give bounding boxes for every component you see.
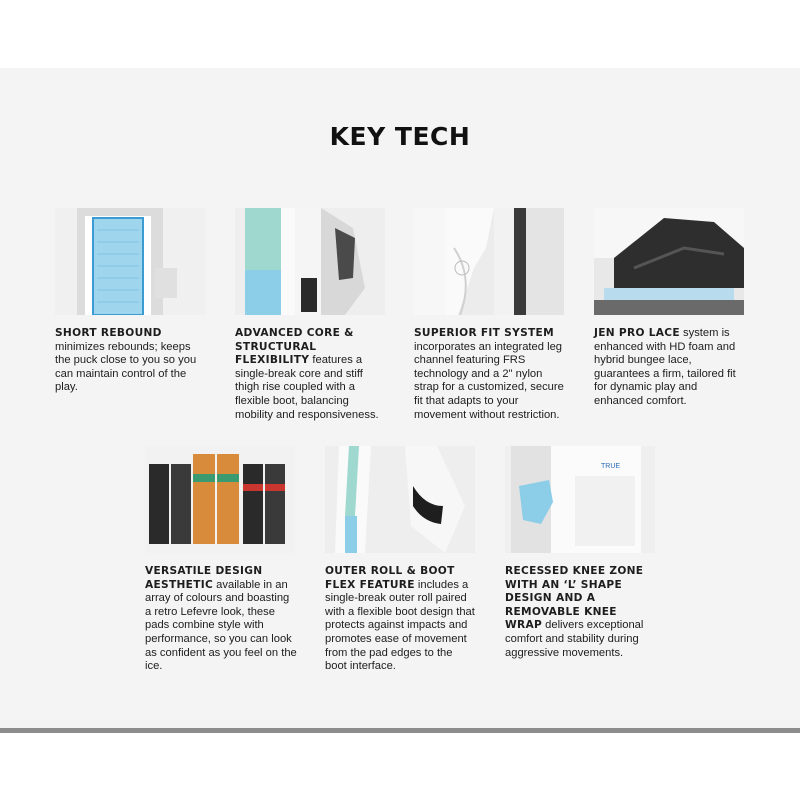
feature-title: JEN PRO LACE bbox=[594, 327, 680, 339]
feature-description: delivers exceptional comfort and stability during aggressive movements. bbox=[505, 619, 644, 659]
section-title: KEY TECH bbox=[329, 122, 471, 151]
feature-description: includes a single-break outer roll paired with a flexible boot design that protects against impacts and promotes ease of movement from the pad edges to the boot interface. bbox=[325, 578, 475, 673]
pad-colorways-icon bbox=[145, 446, 295, 553]
feature-title: VERSATILE DESIGN AESTHETIC bbox=[145, 565, 263, 591]
feature-title: SHORT REBOUND bbox=[55, 327, 162, 339]
feature-description: system is enhanced with HD foam and hybrid bungee lace, guarantees a firm, tailored fit for dynamic play and enhanced comfort. bbox=[594, 327, 736, 407]
skate-lace-icon bbox=[594, 208, 744, 315]
feature-card-outer-roll bbox=[325, 446, 477, 674]
feature-card-jen-pro-lace bbox=[594, 208, 746, 409]
feature-description: minimizes rebounds; keeps the puck close to you so you can maintain control of the play. bbox=[55, 340, 197, 394]
feature-card-superior-fit bbox=[414, 208, 566, 422]
feature-card-advanced-core bbox=[235, 208, 387, 422]
feature-title: SUPERIOR FIT SYSTEM bbox=[414, 327, 554, 339]
feature-title: ADVANCED CORE & STRUCTURAL FLEXIBILITY bbox=[235, 327, 354, 367]
feature-description: available in an array of colours and boasting a retro Lefevre look, these pads combine style with performance, so you can look as confident as you feel on the ice. bbox=[145, 578, 297, 673]
feature-card-versatile-design bbox=[145, 446, 297, 674]
feature-card-short-rebound bbox=[55, 208, 207, 395]
feature-title: OUTER ROLL & BOOT FLEX FEATURE bbox=[325, 565, 455, 591]
feature-card-recessed-knee bbox=[505, 446, 657, 660]
pad-core-icon bbox=[235, 208, 385, 315]
feature-description: features a single-break core and stiff thigh rise coupled with a flexible boot, balancing mobility and responsiveness. bbox=[235, 354, 379, 421]
feature-description: incorporates an integrated leg channel featuring FRS technology and a 2" nylon strap for a customized, secure fit that adapts to your movement without restriction. bbox=[414, 340, 564, 421]
knee-wrap-icon bbox=[505, 446, 655, 553]
bottom-divider bbox=[0, 728, 800, 733]
pad-face-rebound-icon bbox=[55, 208, 205, 315]
svg-text:TRUE: TRUE bbox=[601, 463, 621, 470]
leg-channel-icon bbox=[414, 208, 564, 315]
feature-title: RECESSED KNEE ZONE WITH AN ‘L’ SHAPE DESIGN AND A REMOVABLE KNEE WRAP bbox=[505, 565, 644, 632]
outer-roll-icon bbox=[325, 446, 475, 553]
